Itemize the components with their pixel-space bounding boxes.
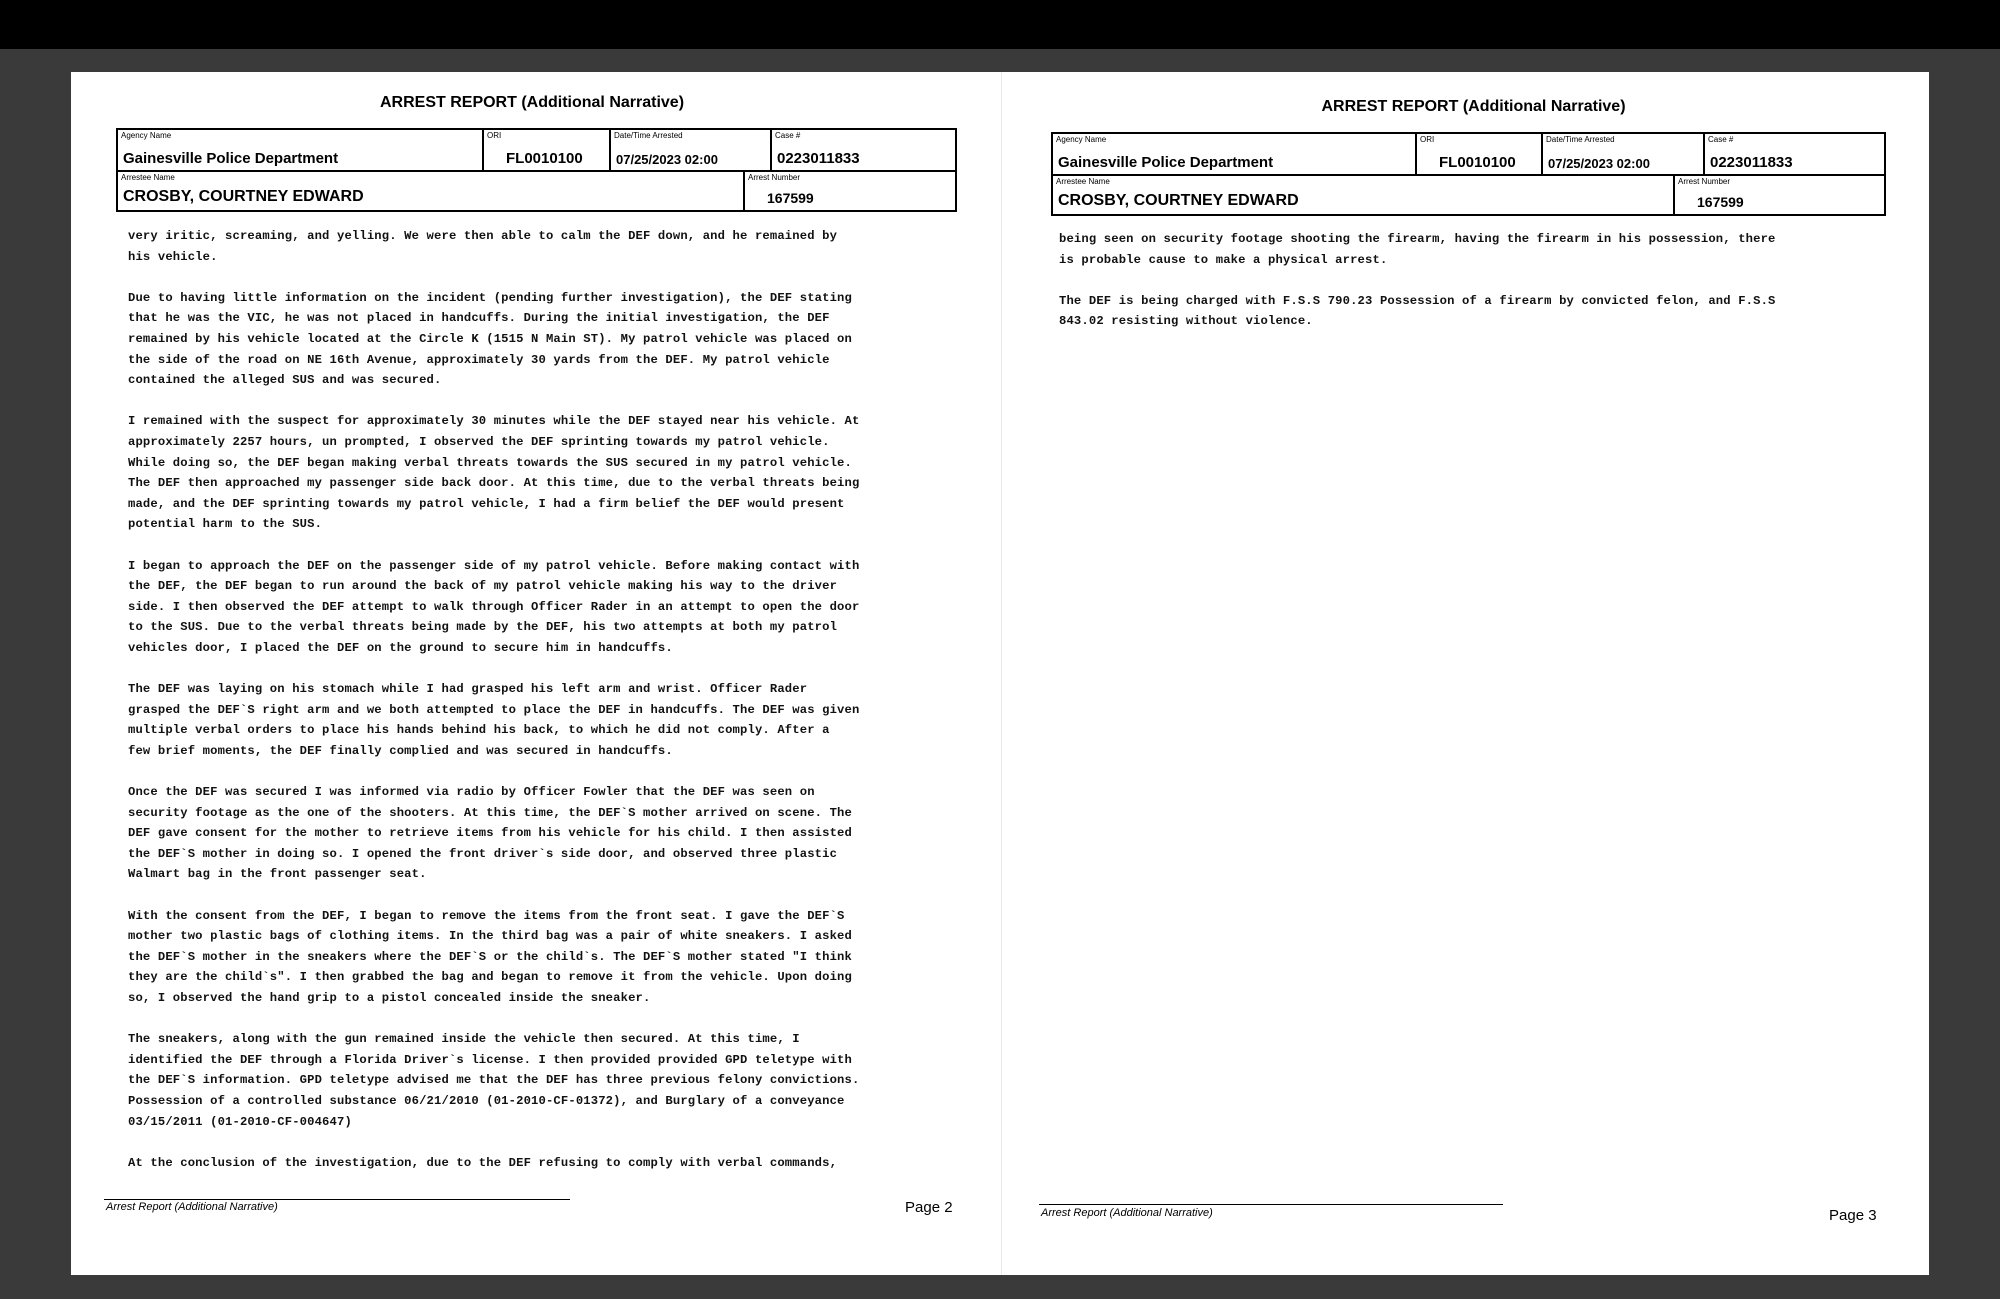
agency-value: Gainesville Police Department xyxy=(123,150,339,167)
datetime-label: Date/Time Arrested xyxy=(1546,135,1615,144)
arrestee-cell xyxy=(1053,176,1673,214)
case-value: 0223011833 xyxy=(1710,154,1793,171)
ori-cell xyxy=(1415,134,1541,174)
arrestee-value: CROSBY, COURTNEY EDWARD xyxy=(1058,192,1299,209)
footer-text: Arrest Report (Additional Narrative) xyxy=(106,1201,278,1213)
viewer-top-bar xyxy=(0,0,2000,49)
arrest-number-cell xyxy=(1673,176,1884,214)
narrative-paragraph: The DEF was laying on his stomach while I had grasped his left arm and wrist. Officer Rader grasped the DEF`S right arm and we both attempted to place the DEF in handcuffs. The DEF was given multiple verbal orders to place his hands behind his back, to which he did not comply. After a few brief moments, the DEF finally complied and was secured in handcuffs. xyxy=(128,682,860,758)
datetime-cell xyxy=(609,130,770,170)
header-row-top xyxy=(118,130,955,172)
narrative-paragraph: Due to having little information on the incident (pending further investigation), the DEF stating that he was the VIC, he was not placed in handcuffs. During the initial investigation, the DEF remained by his vehicle located at the Circle K (1515 N Main ST). My patrol vehicle was placed on the side of the road on NE 16th Avenue, approximately 30 yards from the DEF. My patrol vehicle contained the alleged SUS and was secured. xyxy=(128,290,852,388)
arrestee-label: Arrestee Name xyxy=(1056,177,1110,186)
case-label: Case # xyxy=(775,131,801,140)
narrative-body xyxy=(1059,229,1889,353)
narrative-paragraph: I remained with the suspect for approximately 30 minutes while the DEF stayed near his vehicle. At approximately 2257 hours, un prompted, I observed the DEF sprinting towards my patrol vehicle. While doing so, the DEF began making verbal threats towards the SUS secured in my patrol vehicle. The DEF then approached my passenger side back door. At this time, due to the verbal threats being made, and the DEF sprinting towards my patrol vehicle, I had a firm belief the DEF would present potential harm to the SUS. xyxy=(128,414,860,532)
header-row-bottom xyxy=(118,172,955,210)
report-header-box xyxy=(1051,132,1886,216)
case-cell xyxy=(1703,134,1884,174)
report-title: ARREST REPORT (Additional Narrative) xyxy=(379,94,685,111)
arrest-number-value: 167599 xyxy=(1697,194,1744,210)
datetime-value: 07/25/2023 02:00 xyxy=(616,152,718,167)
agency-value: Gainesville Police Department xyxy=(1058,154,1274,171)
narrative-paragraph: The sneakers, along with the gun remained inside the vehicle then secured. At this time, I identified the DEF through a Florida Driver`s license. I then provided provided GPD teletype with the DEF`S information. GPD teletype advised me that the DEF has three previous felony convictions. Possession of a controlled substance 06/21/2010 (01-2010-CF-01372), and Burglary of a conveyance 03/15/2011 (01-2010-CF-004647) xyxy=(128,1032,860,1129)
datetime-label: Date/Time Arrested xyxy=(614,131,683,140)
ori-label: ORI xyxy=(487,131,502,140)
agency-label: Agency Name xyxy=(1056,135,1107,144)
arrest-number-cell xyxy=(743,172,955,210)
arrest-number-label: Arrest Number xyxy=(748,173,801,182)
narrative-paragraph: The DEF is being charged with F.S.S 790.23 Possession of a firearm by convicted felon, and F.S.S 843.02 resisting without violence. xyxy=(1059,293,1776,329)
header-row-top xyxy=(1053,134,1884,176)
narrative-paragraph: being seen on security footage shooting the firearm, having the firearm in his possession, there is probable cause to make a physical arrest. xyxy=(1059,232,1776,267)
datetime-value: 07/25/2023 02:00 xyxy=(1548,156,1650,171)
case-label: Case # xyxy=(1708,135,1734,144)
arrestee-cell xyxy=(118,172,743,210)
report-header-box xyxy=(116,128,957,212)
footer-rule xyxy=(104,1199,570,1200)
narrative-body xyxy=(128,226,958,1194)
agency-cell xyxy=(118,130,482,170)
footer-rule xyxy=(1039,1204,1503,1205)
narrative-paragraph: At the conclusion of the investigation, due to the DEF refusing to comply with verbal commands, xyxy=(128,1155,838,1170)
case-value: 0223011833 xyxy=(777,150,860,167)
arrestee-value: CROSBY, COURTNEY EDWARD xyxy=(123,188,364,205)
arrest-number-value: 167599 xyxy=(767,190,814,206)
header-row-bottom xyxy=(1053,176,1884,214)
ori-cell xyxy=(482,130,609,170)
page-number: Page 2 xyxy=(905,1199,953,1216)
footer-text: Arrest Report (Additional Narrative) xyxy=(1041,1207,1213,1219)
narrative-paragraph: I began to approach the DEF on the passenger side of my patrol vehicle. Before making contact with the DEF, the DEF began to run around the back of my patrol vehicle making his way to the driver side. I then observed the DEF attempt to walk through Officer Rader in an attempt to open the door to the SUS. Due to the verbal threats being made by the DEF, his two attempts at both my patrol vehicles door, I placed the DEF on the ground to secure him in handcuffs. xyxy=(128,558,860,655)
arrest-number-label: Arrest Number xyxy=(1678,177,1731,186)
narrative-paragraph: With the consent from the DEF, I began to remove the items from the front seat. I gave the DEF`S mother two plastic bags of clothing items. In the third bag was a pair of white sneakers. I asked the DEF`S mother in the sneakers where the DEF`S or the child`s. The DEF`S mother stated "I think they are the child`s". I then grabbed the bag and began to remove it from the vehicle. Upon doing so, I observed the hand grip to a pistol concealed inside the sneaker. xyxy=(128,908,852,1005)
report-page-3 xyxy=(1002,72,1929,1275)
ori-label: ORI xyxy=(1420,135,1435,144)
report-title: ARREST REPORT (Additional Narrative) xyxy=(1321,98,1626,115)
ori-value: FL0010100 xyxy=(506,150,583,167)
arrestee-label: Arrestee Name xyxy=(121,173,175,182)
datetime-cell xyxy=(1541,134,1703,174)
agency-cell xyxy=(1053,134,1415,174)
report-page-2 xyxy=(71,72,1001,1275)
ori-value: FL0010100 xyxy=(1439,154,1516,171)
page-number: Page 3 xyxy=(1829,1207,1877,1224)
narrative-paragraph: Once the DEF was secured I was informed via radio by Officer Fowler that the DEF was seen on security footage as the one of the shooters. At this time, the DEF`S mother arrived on scene. The DEF gave consent for the mother to retrieve items from his vehicle for his child. I then assisted the DEF`S mother in doing so. I opened the front driver`s side door, and observed three plastic Walmart bag in the front passenger seat. xyxy=(128,785,852,882)
narrative-paragraph: very iritic, screaming, and yelling. We were then able to calm the DEF down, and he remained by his vehicle. xyxy=(128,229,838,264)
scanned-document-spread xyxy=(71,72,1929,1275)
case-cell xyxy=(770,130,955,170)
agency-label: Agency Name xyxy=(121,131,172,140)
